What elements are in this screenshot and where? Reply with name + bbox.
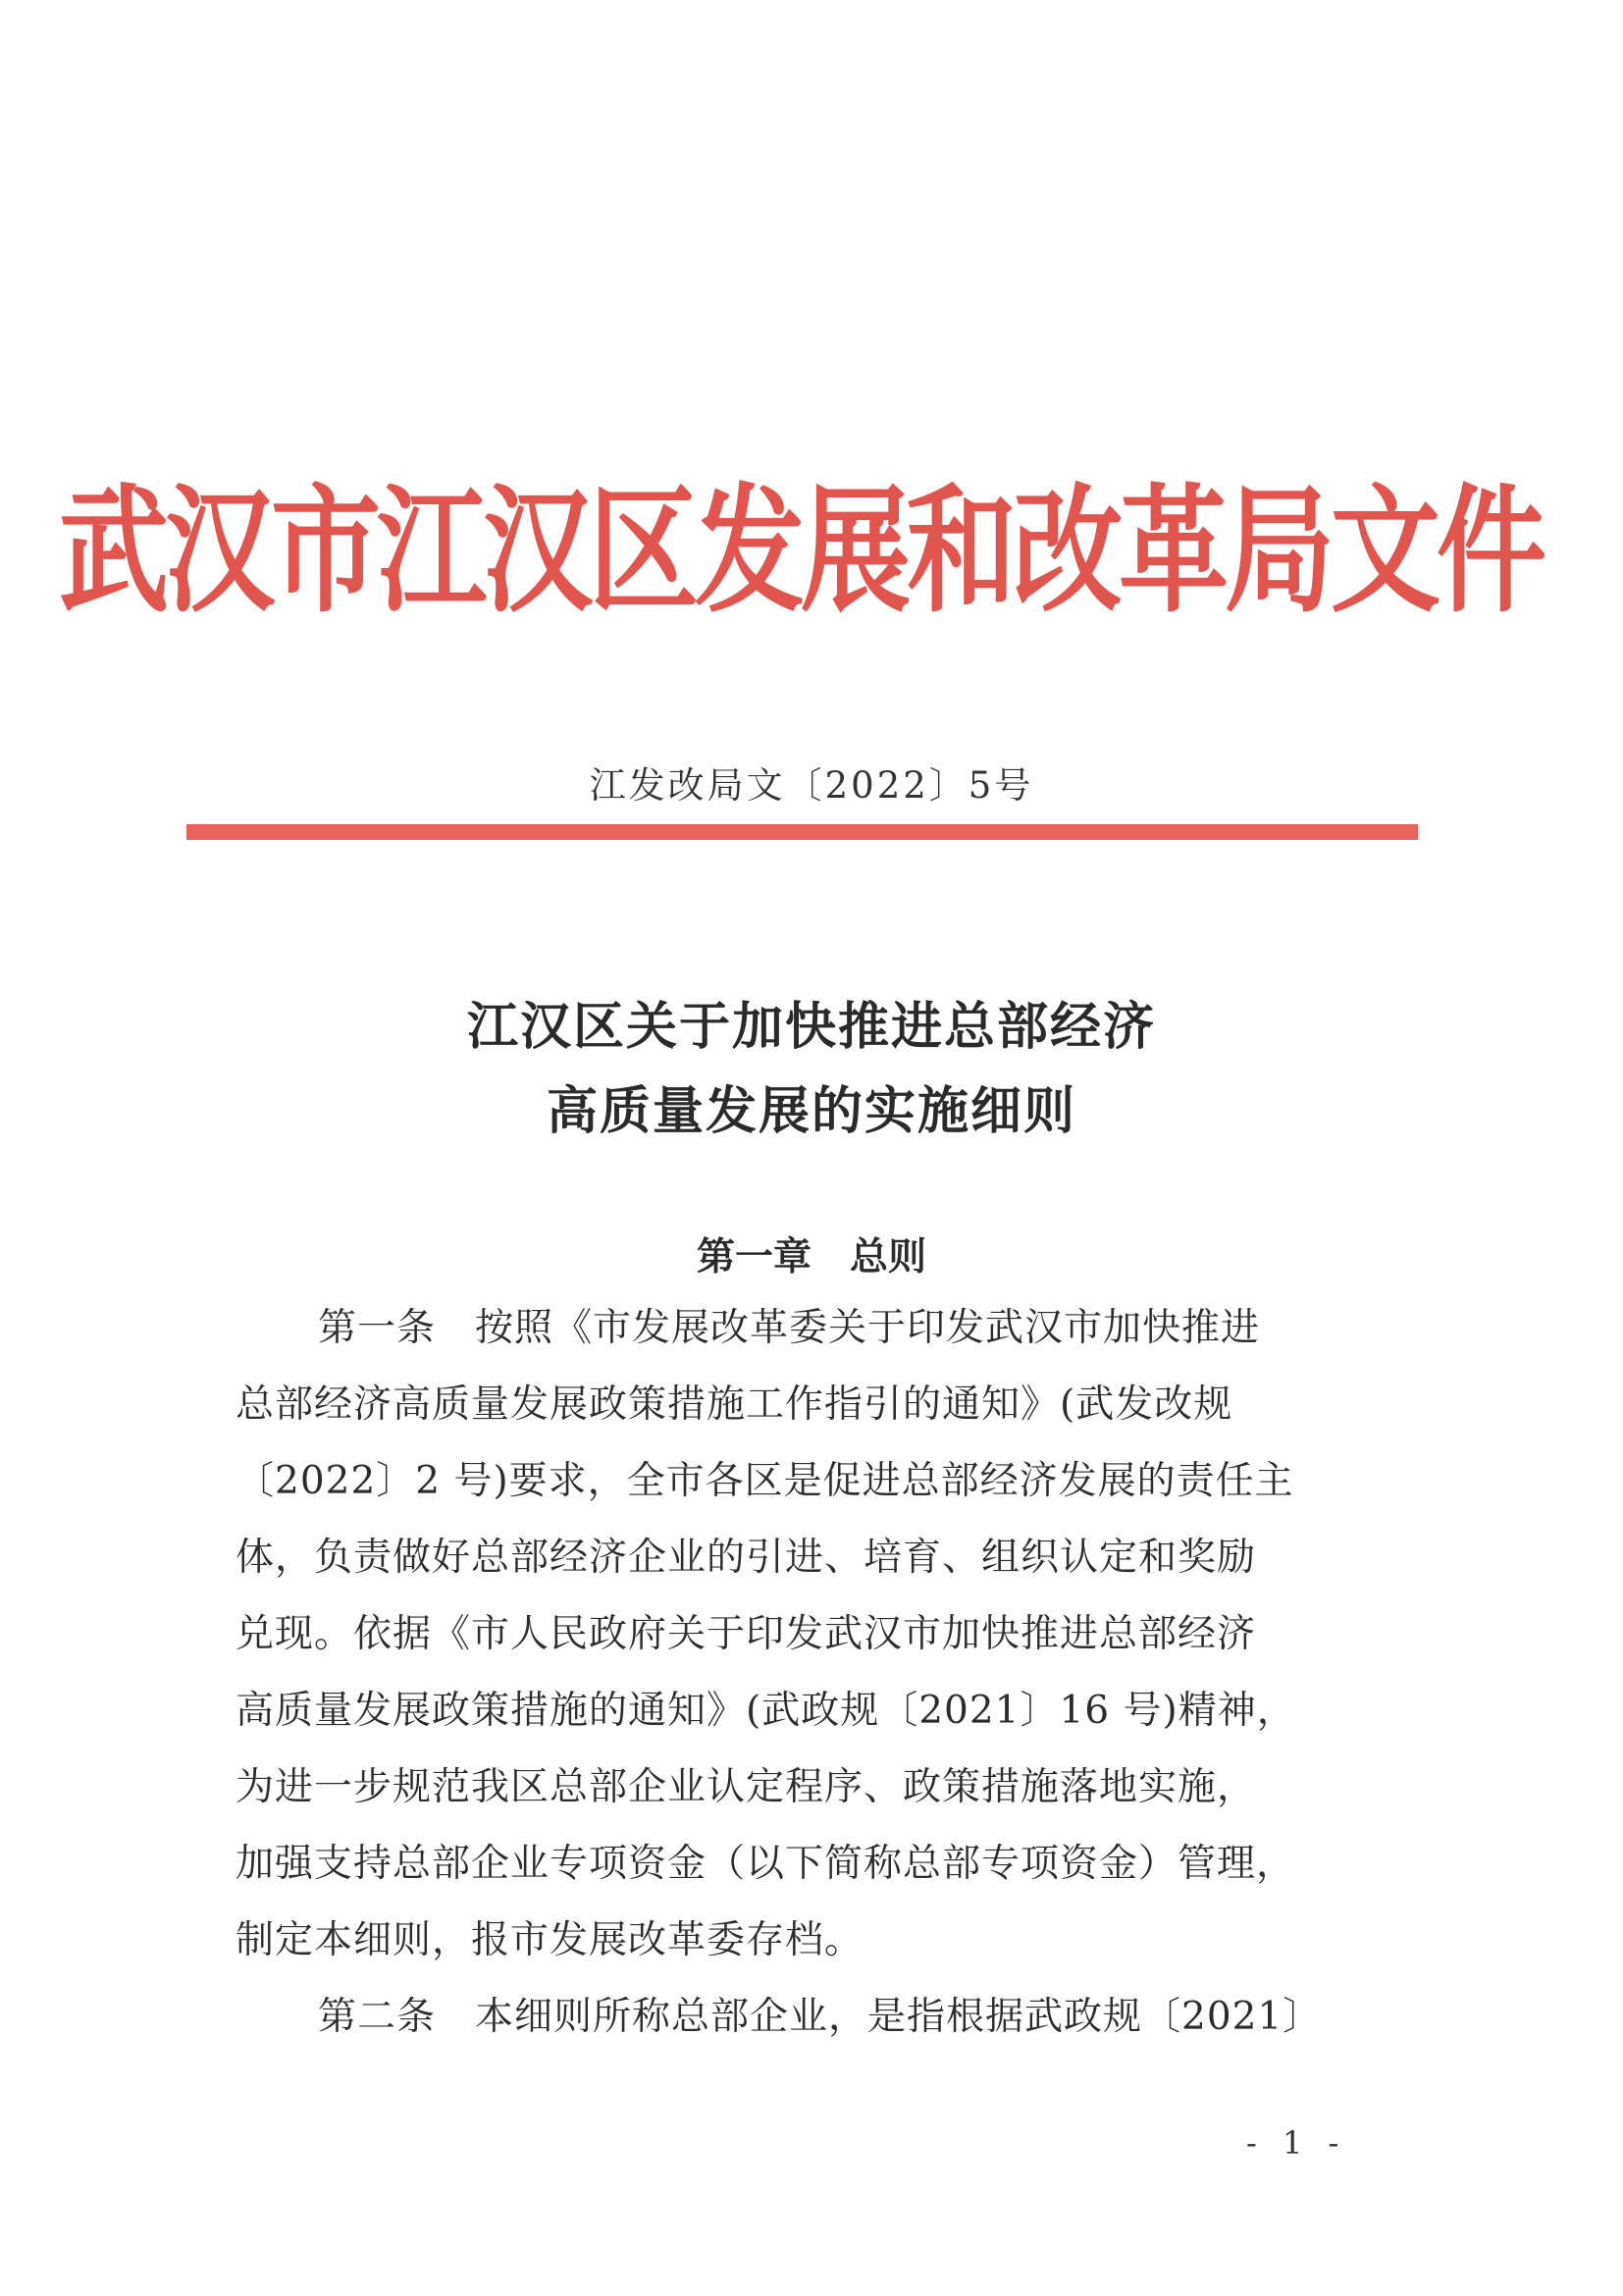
- body-line-8: 加强支持总部企业专项资金（以下简称总部专项资金）管理，: [236, 1842, 1296, 1886]
- document-title-line-1: 江汉区关于加快推进总部经济: [466, 997, 1156, 1057]
- body-line-3: 〔2022〕2 号)要求，全市各区是促进总部经济发展的责任主: [236, 1459, 1294, 1503]
- red-divider-rule: [186, 824, 1418, 840]
- body-line-6: 高质量发展政策措施的通知》(武政规〔2021〕16 号)精神，: [236, 1689, 1296, 1733]
- document-number: 江发改局文〔2022〕5号: [589, 764, 1034, 807]
- body-line-7: 为进一步规范我区总部企业认定程序、政策措施落地实施，: [236, 1765, 1257, 1809]
- agency-title: 武汉市江汉区发展和改革局文件: [59, 471, 1543, 632]
- body-line-1: 第一条 按照《市发展改革委关于印发武汉市加快推进: [318, 1306, 1261, 1350]
- body-line-5: 兑现。依据《市人民政府关于印发武汉市加快推进总部经济: [236, 1612, 1257, 1656]
- body-line-4: 体，负责做好总部经济企业的引进、培育、组织认定和奖励: [236, 1536, 1257, 1580]
- body-line-10: 第二条 本细则所称总部企业，是指根据武政规〔2021〕: [318, 1995, 1323, 2039]
- body-line-9: 制定本细则，报市发展改革委存档。: [236, 1918, 864, 1962]
- chapter-heading: 第一章 总则: [696, 1235, 926, 1279]
- document-title-line-2: 高质量发展的实施细则: [546, 1081, 1076, 1141]
- body-line-2: 总部经济高质量发展政策措施工作指引的通知》(武发改规: [236, 1383, 1233, 1427]
- page-number: - 1 -: [1246, 2124, 1347, 2162]
